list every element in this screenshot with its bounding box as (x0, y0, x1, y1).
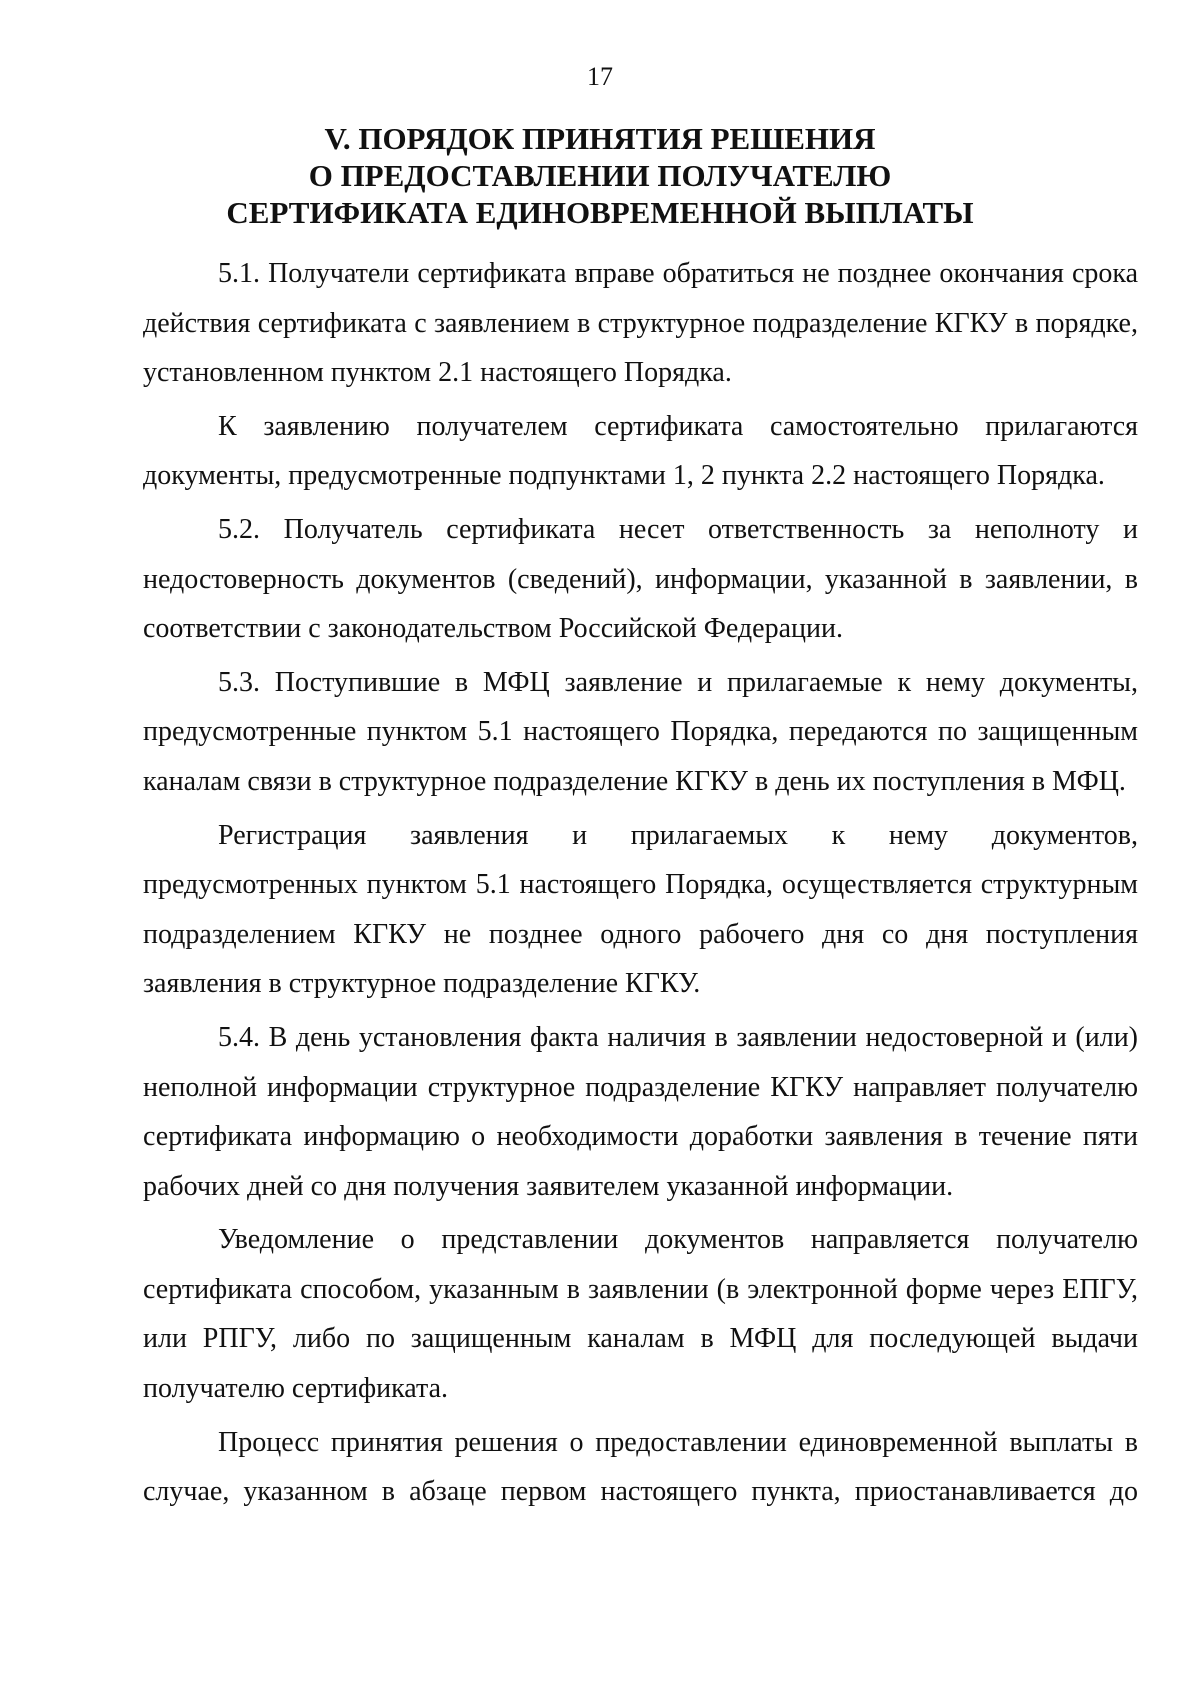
paragraph-5-2: 5.2. Получатель сертификата несет ответственность за неполноту и недостоверность документов (сведений), информации, указанной в заявлении, в соответствии с законодательством Российской Федерации. (143, 513, 1138, 645)
section-heading-line-2: О ПРЕДОСТАВЛЕНИИ ПОЛУЧАТЕЛЮ (308, 158, 892, 193)
section-heading-line-3: СЕРТИФИКАТА ЕДИНОВРЕМЕННОЙ ВЫПЛАТЫ (226, 195, 974, 230)
document-body (143, 249, 1138, 1517)
page-number: 17 (587, 62, 613, 91)
paragraph-5-4-notification: Уведомление о представлении документов направляется получателю сертификата способом, указанным в заявлении (в электронной форме через ЕПГУ, или РПГУ, либо по защищенным каналам в МФЦ для последующей выдачи получателю сертификата. (143, 1224, 1138, 1405)
paragraph-5-1-attachments: К заявлению получателем сертификата самостоятельно прилагаются документы, предусмотренные подпунктами 1, 2 пункта 2.2 настоящего Порядка. (143, 410, 1138, 492)
paragraph-5-4-suspension: Процесс принятия решения о предоставлении единовременной выплаты в случае, указанном в абзаце первом настоящего пункта, приостанавливается до (143, 1426, 1138, 1508)
paragraph-5-3-registration: Регистрация заявления и прилагаемых к нему документов, предусмотренных пунктом 5.1 настоящего Порядка, осуществляется структурным подразделением КГКУ не позднее одного рабочего дня со дня поступления заявления в структурное подразделение КГКУ. (143, 819, 1138, 1000)
paragraph-5-3: 5.3. Поступившие в МФЦ заявление и прилагаемые к нему документы, предусмотренные пунктом 5.1 настоящего Порядка, передаются по защищенным каналам связи в структурное подразделение КГКУ в день их поступления в МФЦ. (143, 666, 1138, 797)
section-heading (0, 120, 1200, 231)
section-heading-line-1: V. ПОРЯДОК ПРИНЯТИЯ РЕШЕНИЯ (324, 121, 876, 156)
paragraph-5-4: 5.4. В день установления факта наличия в заявлении недостоверной и (или) неполной информации структурное подразделение КГКУ направляет получателю сертификата информацию о необходимости доработки заявления в течение пяти рабочих дней со дня получения заявителем указанной информации. (143, 1021, 1138, 1202)
paragraph-5-1: 5.1. Получатели сертификата вправе обратиться не позднее окончания срока действия сертификата с заявлением в структурное подразделение КГКУ в порядке, установленном пунктом 2.1 настоящего Порядка. (143, 258, 1138, 389)
